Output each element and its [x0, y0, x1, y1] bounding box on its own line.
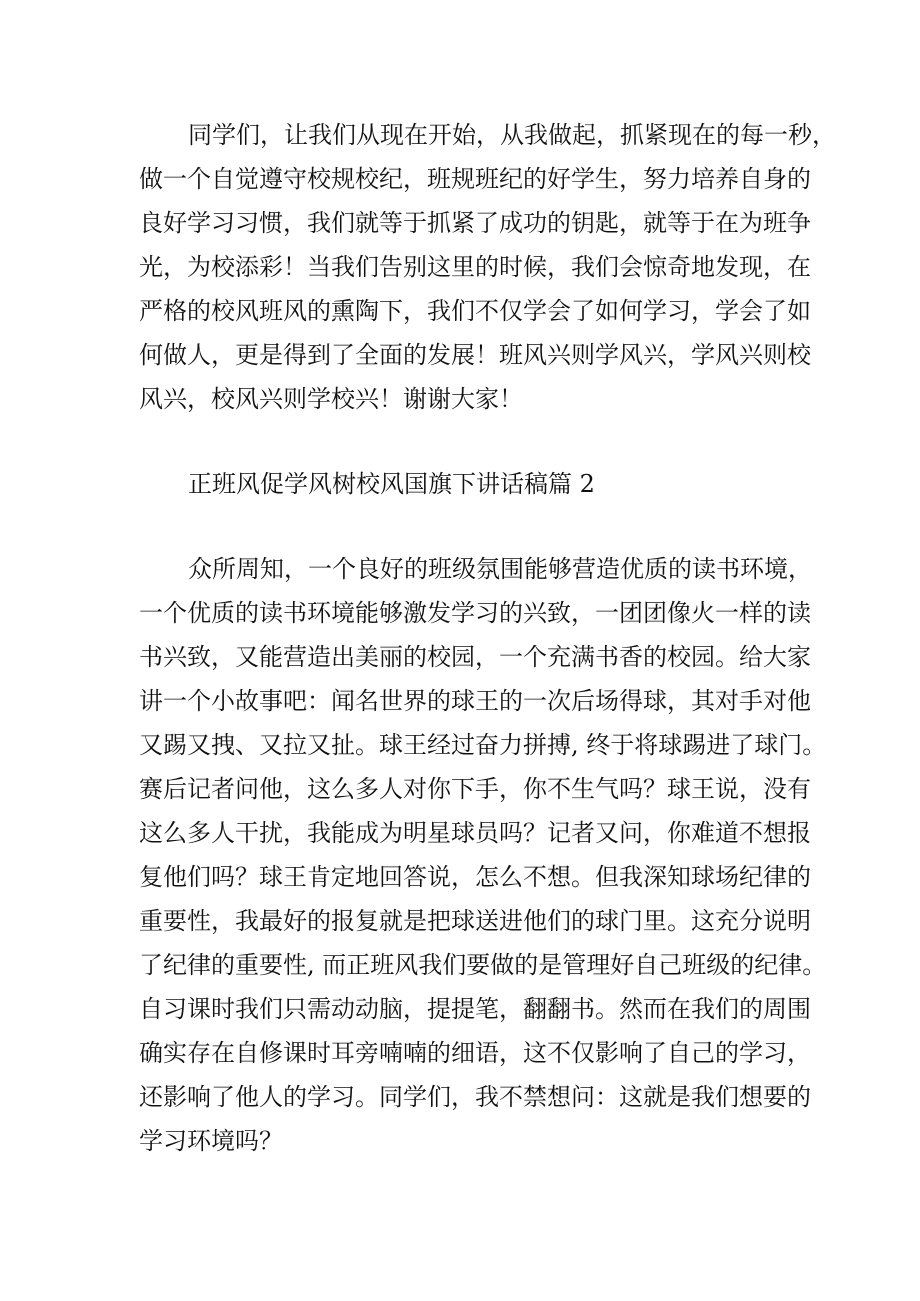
- paragraph-1-line-6: 何做人，更是得到了全面的发展！班风兴则学风兴，学风兴则校: [139, 341, 811, 369]
- paragraph-1-line-1: 同学们，让我们从现在开始，从我做起，抓紧现在的每一秒，: [188, 121, 836, 149]
- paragraph-2-line-3: 书兴致，又能营造出美丽的校园，一个充满书香的校园。给大家: [139, 643, 811, 671]
- paragraph-2-line-11: 自习课时我们只需动动脑，提提笔，翻翻书。然而在我们的周围: [139, 995, 811, 1023]
- paragraph-2-line-2: 一个优质的读书环境能够激发学习的兴致，一团团像火一样的读: [139, 599, 811, 627]
- paragraph-2-line-4: 讲一个小故事吧：闻名世界的球王的一次后场得球，其对手对他: [139, 687, 811, 715]
- paragraph-1-line-2: 做一个自觉遵守校规校纪，班规班纪的好学生，努力培养自身的: [139, 165, 811, 193]
- paragraph-1-line-3: 良好学习习惯，我们就等于抓紧了成功的钥匙，就等于在为班争: [139, 209, 811, 237]
- paragraph-1-line-5: 严格的校风班风的熏陶下，我们不仅学会了如何学习，学会了如: [139, 297, 811, 325]
- paragraph-2-line-5: 又踢又拽、又拉又扯。球王经过奋力拼搏, 终于将球踢进了球门。: [139, 731, 827, 759]
- paragraph-2-line-9: 重要性，我最好的报复就是把球送进他们的球门里。这充分说明: [139, 907, 811, 935]
- section-heading: 正班风促学风树校风国旗下讲话稿篇 2: [188, 470, 595, 498]
- paragraph-2-line-7: 这么多人干扰，我能成为明星球员吗？记者又问，你难道不想报: [139, 819, 811, 847]
- paragraph-2-line-6: 赛后记者问他，这么多人对你下手，你不生气吗？球王说，没有: [139, 775, 811, 803]
- paragraph-2-line-10: 了纪律的重要性, 而正班风我们要做的是管理好自己班级的纪律。: [139, 951, 827, 979]
- paragraph-2-line-14: 学习环境吗？: [139, 1127, 283, 1155]
- paragraph-1-line-7: 风兴，校风兴则学校兴！谢谢大家！: [139, 385, 523, 413]
- paragraph-2-line-12: 确实存在自修课时耳旁喃喃的细语，这不仅影响了自己的学习，: [139, 1039, 811, 1067]
- paragraph-1-line-4: 光，为校添彩！当我们告别这里的时候，我们会惊奇地发现，在: [139, 253, 811, 281]
- paragraph-2-line-8: 复他们吗？球王肯定地回答说，怎么不想。但我深知球场纪律的: [139, 863, 811, 891]
- paragraph-2-line-13: 还影响了他人的学习。同学们，我不禁想问：这就是我们想要的: [139, 1083, 811, 1111]
- paragraph-2-line-1: 众所周知，一个良好的班级氛围能够营造优质的读书环境，: [188, 555, 812, 583]
